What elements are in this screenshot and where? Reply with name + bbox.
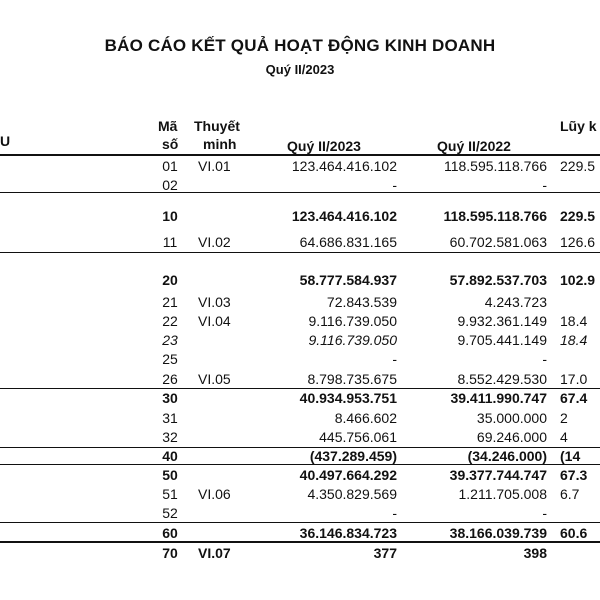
rule-7 xyxy=(0,541,600,543)
header-note-line1: Thuyết xyxy=(194,118,240,134)
row-code: 10 xyxy=(162,208,178,224)
row-value-q2-2022: - xyxy=(542,505,547,521)
row-value-q2-2022: 118.595.118.766 xyxy=(443,158,547,174)
row-code: 51 xyxy=(162,486,178,502)
row-code: 32 xyxy=(162,429,178,445)
header-item: U xyxy=(0,133,11,149)
row-value-cumulative: (14 xyxy=(560,448,581,464)
row-code: 25 xyxy=(162,351,178,367)
report-period: Quý II/2023 xyxy=(265,62,335,77)
row-value-q2-2023: 9.116.739.050 xyxy=(308,332,397,348)
row-value-q2-2022: 8.552.429.530 xyxy=(457,371,547,387)
row-value-q2-2022: 398 xyxy=(523,545,547,561)
row-value-q2-2023: - xyxy=(392,351,397,367)
row-value-q2-2023: 64.686.831.165 xyxy=(299,234,397,250)
row-value-q2-2022: 69.246.000 xyxy=(476,429,547,445)
row-value-q2-2023: 8.798.735.675 xyxy=(307,371,397,387)
header-col2: Quý II/2022 xyxy=(437,138,511,154)
row-code: 31 xyxy=(162,410,178,426)
row-value-cumulative: 18.4 xyxy=(560,332,588,348)
row-value-q2-2023: - xyxy=(392,177,397,193)
row-code: 26 xyxy=(162,371,178,387)
row-value-q2-2022: - xyxy=(542,351,547,367)
row-value-cumulative: 67.3 xyxy=(560,467,588,483)
header-col3: Lũy k xyxy=(560,118,597,134)
row-value-q2-2022: 118.595.118.766 xyxy=(443,208,547,224)
row-code: 23 xyxy=(162,332,178,348)
row-code: 22 xyxy=(162,313,178,329)
row-note: VI.03 xyxy=(198,294,231,310)
row-value-cumulative: 17.0 xyxy=(560,371,588,387)
row-value-q2-2023: 40.934.953.751 xyxy=(299,390,397,406)
rule-2 xyxy=(0,252,600,253)
row-code: 60 xyxy=(162,525,178,541)
row-value-q2-2023: 445.756.061 xyxy=(319,429,397,445)
header-col1: Quý II/2023 xyxy=(287,138,361,154)
row-value-cumulative: 60.6 xyxy=(560,525,588,541)
row-code: 20 xyxy=(162,272,178,288)
row-note: VI.01 xyxy=(198,158,231,174)
row-code: 50 xyxy=(162,467,178,483)
row-note: VI.07 xyxy=(198,545,231,561)
row-value-q2-2023: 58.777.584.937 xyxy=(299,272,397,288)
header-note-line2: minh xyxy=(203,136,237,152)
row-value-q2-2022: 60.702.581.063 xyxy=(449,234,547,250)
row-code: 11 xyxy=(162,234,178,250)
header-code-line2: số xyxy=(162,136,179,152)
row-value-q2-2023: 36.146.834.723 xyxy=(299,525,397,541)
row-value-cumulative: 67.4 xyxy=(560,390,588,406)
row-note: VI.02 xyxy=(198,234,231,250)
rule-3 xyxy=(0,388,600,389)
row-value-q2-2022: 39.377.744.747 xyxy=(449,467,547,483)
row-note: VI.06 xyxy=(198,486,231,502)
row-code: 02 xyxy=(162,177,178,193)
row-value-q2-2023: - xyxy=(392,505,397,521)
report-title: BÁO CÁO KẾT QUẢ HOẠT ĐỘNG KINH DOANH xyxy=(104,36,496,55)
row-value-cumulative: 6.7 xyxy=(560,486,580,502)
row-value-q2-2022: 57.892.537.703 xyxy=(449,272,547,288)
row-value-q2-2023: 72.843.539 xyxy=(326,294,397,310)
row-value-q2-2023: 123.464.416.102 xyxy=(291,208,397,224)
row-value-cumulative: 229.5 xyxy=(560,208,596,224)
row-value-q2-2022: 9.705.441.149 xyxy=(457,332,547,348)
row-value-q2-2023: 9.116.739.050 xyxy=(308,313,397,329)
row-value-q2-2023: (437.289.459) xyxy=(309,448,397,464)
row-note: VI.04 xyxy=(198,313,231,329)
row-value-q2-2023: 123.464.416.102 xyxy=(291,158,397,174)
row-code: 01 xyxy=(162,158,178,174)
row-value-q2-2022: (34.246.000) xyxy=(467,448,547,464)
rule-header xyxy=(0,154,600,156)
row-code: 40 xyxy=(162,448,178,464)
row-code: 30 xyxy=(162,390,178,406)
row-value-q2-2023: 40.497.664.292 xyxy=(299,467,397,483)
row-value-q2-2023: 8.466.602 xyxy=(334,410,397,426)
row-value-cumulative: 2 xyxy=(560,410,568,426)
row-value-q2-2022: 4.243.723 xyxy=(484,294,547,310)
row-value-q2-2022: - xyxy=(542,177,547,193)
row-value-q2-2022: 35.000.000 xyxy=(476,410,547,426)
row-note: VI.05 xyxy=(198,371,231,387)
row-code: 52 xyxy=(162,505,178,521)
header-code-line1: Mã xyxy=(158,118,178,134)
rule-6 xyxy=(0,522,600,523)
row-value-q2-2023: 4.350.829.569 xyxy=(307,486,397,502)
row-value-q2-2022: 38.166.039.739 xyxy=(449,525,547,541)
row-value-q2-2022: 39.411.990.747 xyxy=(450,390,547,406)
row-value-q2-2023: 377 xyxy=(373,545,397,561)
row-value-cumulative: 229.5 xyxy=(560,158,596,174)
row-value-cumulative: 18.4 xyxy=(560,313,588,329)
row-code: 70 xyxy=(162,545,178,561)
row-value-cumulative: 4 xyxy=(560,429,568,445)
rule-5 xyxy=(0,464,600,465)
row-value-q2-2022: 1.211.705.008 xyxy=(458,486,547,502)
row-value-q2-2022: 9.932.361.149 xyxy=(457,313,547,329)
row-value-cumulative: 126.6 xyxy=(560,234,596,250)
row-code: 21 xyxy=(162,294,178,310)
row-value-cumulative: 102.9 xyxy=(560,272,596,288)
